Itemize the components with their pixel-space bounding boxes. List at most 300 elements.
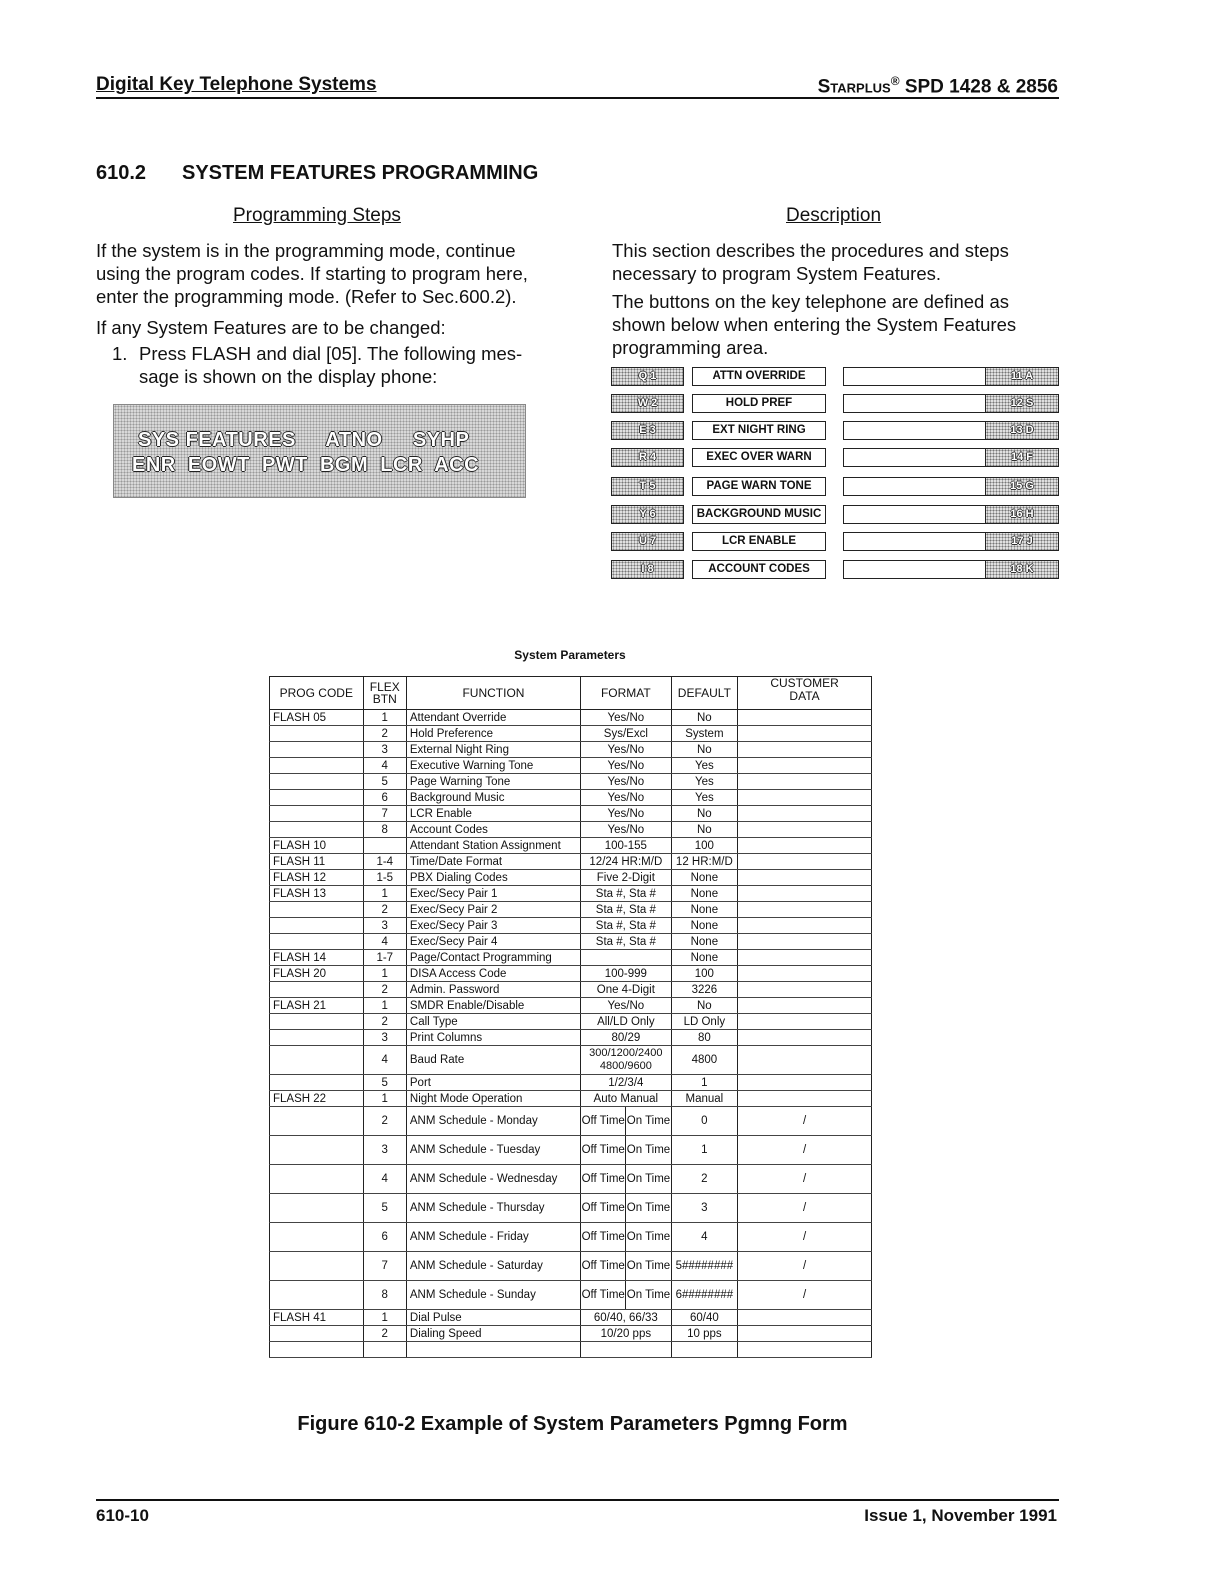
cell-flex-btn: 2: [363, 902, 406, 918]
registered-mark: ®: [890, 74, 900, 88]
cell-format: 100-999: [581, 966, 672, 982]
cell-flex-btn: 7: [363, 806, 406, 822]
cell-format: [581, 1281, 672, 1310]
table-row: [270, 966, 872, 982]
cell-default: None: [671, 870, 737, 886]
cell-default: 4: [671, 1223, 737, 1252]
cell-function: Port: [406, 1075, 580, 1091]
text-line: enter the programming mode. (Refer to Sec.600.2).: [96, 286, 517, 307]
cell-default: Yes: [671, 774, 737, 790]
cell-prog-code: FLASH 14: [270, 950, 364, 966]
cell-customer-data: [738, 1046, 872, 1075]
table-row: [270, 1165, 872, 1194]
format-split: [581, 1107, 671, 1135]
cell-customer-data: [738, 822, 872, 838]
cell-function: SMDR Enable/Disable: [406, 998, 580, 1014]
cell-customer-data: [738, 710, 872, 726]
key-button[interactable]: W 2: [611, 394, 684, 413]
cell-function: Night Mode Operation: [406, 1091, 580, 1107]
cell-prog-code: [270, 1136, 364, 1165]
cell-prog-code: FLASH 21: [270, 998, 364, 1014]
cell-customer-data: [738, 854, 872, 870]
format-split: [581, 1281, 671, 1309]
cell-prog-code: FLASH 12: [270, 870, 364, 886]
cell-prog-code: [270, 1326, 364, 1342]
cell-flex-btn: 1: [363, 886, 406, 902]
cell-customer-data: [738, 742, 872, 758]
cell-format: Sta #, Sta #: [581, 934, 672, 950]
cell-format: Yes/No: [581, 790, 672, 806]
lcd-display: [113, 404, 526, 498]
step-text: [139, 342, 522, 388]
cell-prog-code: [270, 918, 364, 934]
cell-default: System: [671, 726, 737, 742]
table-row: [270, 1326, 872, 1342]
format-split: [581, 1223, 671, 1251]
cell-customer-data: /: [738, 1223, 872, 1252]
table-row: [270, 1030, 872, 1046]
col-header-flex-btn: [363, 677, 406, 710]
cell-function: Exec/Secy Pair 1: [406, 886, 580, 902]
cell-function: Hold Preference: [406, 726, 580, 742]
table-row: [270, 1342, 872, 1358]
table-row: [270, 1252, 872, 1281]
cell-default: 3226: [671, 982, 737, 998]
blank-label: [843, 394, 987, 413]
table-row: [270, 934, 872, 950]
format-split: [581, 1165, 671, 1193]
format-split: [581, 1252, 671, 1280]
table-row: [270, 1194, 872, 1223]
cell-format: Yes/No: [581, 774, 672, 790]
cell-customer-data: [738, 838, 872, 854]
cell-customer-data: [738, 886, 872, 902]
cell-customer-data: [738, 1310, 872, 1326]
cell-prog-code: [270, 1165, 364, 1194]
table-row: [270, 806, 872, 822]
key-button[interactable]: 11 A: [985, 367, 1059, 386]
table-row: [270, 1281, 872, 1310]
cell-prog-code: [270, 902, 364, 918]
cell-prog-code: [270, 1281, 364, 1310]
col-header-format: FORMAT: [581, 677, 672, 710]
lcd-line-1: SYS FEATURES ATNO SYHP: [138, 429, 470, 451]
blank-label: [843, 505, 987, 524]
cell-default: No: [671, 742, 737, 758]
button-label: LCR ENABLE: [692, 532, 826, 551]
cell-format: Sta #, Sta #: [581, 918, 672, 934]
cell-customer-data: [738, 1075, 872, 1091]
cell-prog-code: [270, 1014, 364, 1030]
cell-function: LCR Enable: [406, 806, 580, 822]
header-line: CUSTOMER: [770, 676, 839, 690]
cell-format: Yes/No: [581, 758, 672, 774]
cell-flex-btn: 1-7: [363, 950, 406, 966]
table-row: [270, 950, 872, 966]
off-time-label: Off Time: [581, 1288, 625, 1301]
table-row: [270, 838, 872, 854]
blank-label: [843, 421, 987, 440]
cell-format: Sta #, Sta #: [581, 886, 672, 902]
table-row: [270, 758, 872, 774]
cell-default: 10 pps: [671, 1326, 737, 1342]
table-row: [270, 1223, 872, 1252]
text-line: sage is shown on the display phone:: [139, 366, 438, 387]
cell-prog-code: [270, 726, 364, 742]
cell-function: DISA Access Code: [406, 966, 580, 982]
table-row: [270, 774, 872, 790]
cell-default: 6########: [671, 1281, 737, 1310]
cell-flex-btn: 8: [363, 822, 406, 838]
blank-label: [843, 367, 987, 386]
cell-function: Exec/Secy Pair 2: [406, 902, 580, 918]
cell-format: [581, 1252, 672, 1281]
page-number: 610-10: [96, 1506, 149, 1525]
cell-format: 1/2/3/4: [581, 1075, 672, 1091]
off-time-label: Off Time: [581, 1201, 625, 1214]
cell-flex-btn: 1: [363, 710, 406, 726]
cell-customer-data: [738, 1030, 872, 1046]
cell-prog-code: FLASH 20: [270, 966, 364, 982]
cell-customer-data: /: [738, 1194, 872, 1223]
cell-default: No: [671, 822, 737, 838]
cell-prog-code: [270, 806, 364, 822]
button-label: ACCOUNT CODES: [692, 560, 826, 579]
blank-label: [843, 477, 987, 496]
cell-format: All/LD Only: [581, 1014, 672, 1030]
key-button[interactable]: Y 6: [611, 505, 684, 524]
cell-default: 5########: [671, 1252, 737, 1281]
cell-default: 4800: [671, 1046, 737, 1075]
cell-function: External Night Ring: [406, 742, 580, 758]
cell-function: ANM Schedule - Wednesday: [406, 1165, 580, 1194]
text-line: Press FLASH and dial [05]. The following mes-: [139, 343, 523, 364]
section-title: [96, 162, 538, 185]
programming-steps-heading: Programming Steps: [233, 205, 401, 226]
cell-flex-btn: 2: [363, 1107, 406, 1136]
on-time-label: On Time: [625, 1281, 670, 1309]
cell-flex-btn: [363, 1342, 406, 1358]
key-button[interactable]: 14 F: [985, 448, 1059, 467]
on-time-label: On Time: [625, 1165, 670, 1193]
cell-flex-btn: [363, 838, 406, 854]
key-button[interactable]: 16 H: [985, 505, 1059, 524]
cell-customer-data: /: [738, 1281, 872, 1310]
section-name: SYSTEM FEATURES PROGRAMMING: [182, 162, 539, 184]
cell-customer-data: /: [738, 1107, 872, 1136]
cell-function: ANM Schedule - Tuesday: [406, 1136, 580, 1165]
cell-flex-btn: 3: [363, 918, 406, 934]
cell-format: [581, 1194, 672, 1223]
cell-default: Yes: [671, 790, 737, 806]
cell-function: Account Codes: [406, 822, 580, 838]
cell-format: 100-155: [581, 838, 672, 854]
cell-prog-code: [270, 1223, 364, 1252]
button-label: ATTN OVERRIDE: [692, 367, 826, 386]
cell-prog-code: [270, 822, 364, 838]
table-row: [270, 886, 872, 902]
cell-function: Admin. Password: [406, 982, 580, 998]
cell-prog-code: [270, 1194, 364, 1223]
cell-function: [406, 1342, 580, 1358]
cell-default: No: [671, 998, 737, 1014]
text-line: The buttons on the key telephone are defined as: [612, 291, 1010, 312]
header-line: DATA: [789, 689, 820, 703]
cell-prog-code: [270, 982, 364, 998]
cell-customer-data: [738, 1326, 872, 1342]
cell-flex-btn: 2: [363, 982, 406, 998]
cell-flex-btn: 8: [363, 1281, 406, 1310]
on-time-label: On Time: [625, 1252, 670, 1280]
cell-default: 100: [671, 838, 737, 854]
description-paragraph-2: [612, 290, 1060, 359]
cell-customer-data: [738, 806, 872, 822]
cell-default: None: [671, 886, 737, 902]
cell-function: Page Warning Tone: [406, 774, 580, 790]
cell-default: 100: [671, 966, 737, 982]
header-line: FLEX: [369, 680, 400, 694]
header-rule: [96, 97, 1059, 99]
cell-prog-code: FLASH 05: [270, 710, 364, 726]
text-line: This section describes the procedures and steps: [612, 240, 1009, 261]
cell-format: Sys/Excl: [581, 726, 672, 742]
cell-format: Yes/No: [581, 806, 672, 822]
cell-prog-code: [270, 1075, 364, 1091]
cell-format: Yes/No: [581, 998, 672, 1014]
cell-format: Five 2-Digit: [581, 870, 672, 886]
figure-caption: Figure 610-2 Example of System Parameters Pgmng Form: [297, 1413, 848, 1435]
cell-customer-data: [738, 758, 872, 774]
key-button[interactable]: E 3: [611, 421, 684, 440]
cell-flex-btn: 1: [363, 1091, 406, 1107]
cell-flex-btn: 5: [363, 1075, 406, 1091]
cell-format: 300/1200/2400 4800/9600: [581, 1046, 672, 1075]
cell-flex-btn: 1: [363, 998, 406, 1014]
cell-prog-code: [270, 774, 364, 790]
col-header-customer-data: [738, 677, 872, 710]
cell-default: 1: [671, 1136, 737, 1165]
cell-default: LD Only: [671, 1014, 737, 1030]
cell-flex-btn: 4: [363, 758, 406, 774]
off-time-label: Off Time: [581, 1114, 625, 1127]
cell-format: Sta #, Sta #: [581, 902, 672, 918]
cell-default: None: [671, 950, 737, 966]
cell-customer-data: [738, 902, 872, 918]
cell-customer-data: [738, 1091, 872, 1107]
table-title: System Parameters: [514, 648, 626, 662]
cell-customer-data: /: [738, 1252, 872, 1281]
cell-format: [581, 1107, 672, 1136]
table-row: [270, 1136, 872, 1165]
cell-prog-code: [270, 1107, 364, 1136]
model-name: SPD 1428 & 2856: [899, 76, 1058, 98]
cell-function: Dial Pulse: [406, 1310, 580, 1326]
table-row: [270, 1310, 872, 1326]
cell-flex-btn: 1: [363, 966, 406, 982]
cell-format: [581, 1342, 672, 1358]
cell-prog-code: FLASH 41: [270, 1310, 364, 1326]
cell-function: Exec/Secy Pair 4: [406, 934, 580, 950]
cell-prog-code: FLASH 11: [270, 854, 364, 870]
brand-name: Starplus: [817, 76, 891, 98]
text-line: using the program codes. If starting to program here,: [96, 263, 528, 284]
cell-flex-btn: 1-5: [363, 870, 406, 886]
cell-prog-code: [270, 742, 364, 758]
cell-format: [581, 950, 672, 966]
cell-function: ANM Schedule - Monday: [406, 1107, 580, 1136]
cell-prog-code: [270, 934, 364, 950]
cell-flex-btn: 4: [363, 1046, 406, 1075]
cell-function: Exec/Secy Pair 3: [406, 918, 580, 934]
cell-flex-btn: 5: [363, 774, 406, 790]
cell-format: Yes/No: [581, 710, 672, 726]
on-time-label: On Time: [625, 1136, 670, 1164]
cell-format: Yes/No: [581, 742, 672, 758]
cell-default: 2: [671, 1165, 737, 1194]
off-time-label: Off Time: [581, 1259, 625, 1272]
col-header-function: FUNCTION: [406, 677, 580, 710]
cell-default: [671, 1342, 737, 1358]
button-label: EXT NIGHT RING: [692, 421, 826, 440]
cell-default: 3: [671, 1194, 737, 1223]
cell-default: None: [671, 918, 737, 934]
cell-function: Time/Date Format: [406, 854, 580, 870]
cell-prog-code: FLASH 22: [270, 1091, 364, 1107]
cell-format: [581, 1136, 672, 1165]
key-button[interactable]: Q 1: [611, 367, 684, 386]
cell-customer-data: [738, 934, 872, 950]
cell-flex-btn: 4: [363, 934, 406, 950]
system-parameters-table: [269, 676, 872, 1358]
header-product: [818, 74, 1058, 98]
cell-default: 12 HR:M/D: [671, 854, 737, 870]
off-time-label: Off Time: [581, 1143, 625, 1156]
cell-customer-data: [738, 982, 872, 998]
on-time-label: On Time: [625, 1223, 670, 1251]
cell-function: Page/Contact Programming: [406, 950, 580, 966]
cell-function: ANM Schedule - Friday: [406, 1223, 580, 1252]
text-line: shown below when entering the System Features: [612, 314, 1017, 335]
cell-customer-data: [738, 1342, 872, 1358]
key-button[interactable]: 13 D: [985, 421, 1059, 440]
key-button[interactable]: 17 J: [985, 532, 1059, 551]
cell-function: PBX Dialing Codes: [406, 870, 580, 886]
cell-format: 12/24 HR:M/D: [581, 854, 672, 870]
cell-function: Attendant Station Assignment: [406, 838, 580, 854]
table-row: [270, 1107, 872, 1136]
section-number: 610.2: [96, 162, 147, 184]
cell-format: Yes/No: [581, 822, 672, 838]
description-paragraph-1: [612, 239, 1060, 285]
lcd-line-2: ENR EOWT PWT BGM LCR ACC: [132, 454, 480, 476]
key-button[interactable]: T 5: [611, 477, 684, 496]
blank-label: [843, 532, 987, 551]
cell-function: ANM Schedule - Saturday: [406, 1252, 580, 1281]
description-heading: Description: [786, 205, 882, 226]
text-line: necessary to program System Features.: [612, 263, 942, 284]
table-body: [270, 710, 872, 1358]
key-button[interactable]: I 8: [611, 560, 684, 579]
button-label: EXEC OVER WARN: [692, 448, 826, 467]
cell-flex-btn: 6: [363, 790, 406, 806]
table-row: [270, 982, 872, 998]
header-title: Digital Key Telephone Systems: [96, 74, 377, 95]
text-line: If the system is in the programming mode, continue: [96, 240, 516, 261]
on-time-label: On Time: [625, 1194, 670, 1222]
off-time-label: Off Time: [581, 1230, 625, 1243]
cell-customer-data: [738, 870, 872, 886]
cell-function: Call Type: [406, 1014, 580, 1030]
cell-customer-data: [738, 998, 872, 1014]
table-header-row: [270, 677, 872, 710]
cell-flex-btn: 2: [363, 726, 406, 742]
cell-function: Baud Rate: [406, 1046, 580, 1075]
cell-function: ANM Schedule - Thursday: [406, 1194, 580, 1223]
cell-format: Auto Manual: [581, 1091, 672, 1107]
cell-format: 80/29: [581, 1030, 672, 1046]
cell-default: None: [671, 934, 737, 950]
cell-flex-btn: 1: [363, 1310, 406, 1326]
cell-prog-code: [270, 1252, 364, 1281]
cell-flex-btn: 3: [363, 742, 406, 758]
table-row: [270, 1014, 872, 1030]
off-time-label: Off Time: [581, 1172, 625, 1185]
table-row: [270, 918, 872, 934]
cell-flex-btn: 3: [363, 1030, 406, 1046]
cell-prog-code: [270, 1342, 364, 1358]
cell-default: None: [671, 902, 737, 918]
table-row: [270, 742, 872, 758]
key-button[interactable]: 12 S: [985, 394, 1059, 413]
cell-default: 1: [671, 1075, 737, 1091]
col-header-prog-code: PROG CODE: [270, 677, 364, 710]
col-header-default: DEFAULT: [671, 677, 737, 710]
header-line: BTN: [372, 692, 397, 706]
cell-default: 0: [671, 1107, 737, 1136]
cell-format: One 4-Digit: [581, 982, 672, 998]
left-intro-paragraph: [96, 239, 528, 308]
button-label: BACKGROUND MUSIC: [692, 505, 826, 524]
cell-function: Attendant Override: [406, 710, 580, 726]
table-row: [270, 854, 872, 870]
cell-flex-btn: 3: [363, 1136, 406, 1165]
key-button[interactable]: U 7: [611, 532, 684, 551]
cell-customer-data: /: [738, 1165, 872, 1194]
cell-default: 60/40: [671, 1310, 737, 1326]
issue-date: Issue 1, November 1991: [864, 1506, 1057, 1525]
cell-prog-code: FLASH 13: [270, 886, 364, 902]
key-button[interactable]: R 4: [611, 448, 684, 467]
cell-customer-data: [738, 918, 872, 934]
cell-prog-code: [270, 758, 364, 774]
format-split: [581, 1136, 671, 1164]
cell-prog-code: [270, 1046, 364, 1075]
key-button[interactable]: 18 K: [985, 560, 1059, 579]
table-row: [270, 870, 872, 886]
cell-prog-code: [270, 1030, 364, 1046]
key-button[interactable]: 15 G: [985, 477, 1059, 496]
left-condition-text: If any System Features are to be changed:: [96, 317, 446, 338]
table-row: [270, 1046, 872, 1075]
cell-customer-data: [738, 950, 872, 966]
table-row: [270, 998, 872, 1014]
cell-function: Dialing Speed: [406, 1326, 580, 1342]
cell-flex-btn: 7: [363, 1252, 406, 1281]
cell-flex-btn: 5: [363, 1194, 406, 1223]
cell-flex-btn: 2: [363, 1014, 406, 1030]
footer-rule: [96, 1499, 1059, 1501]
table-row: [270, 1091, 872, 1107]
